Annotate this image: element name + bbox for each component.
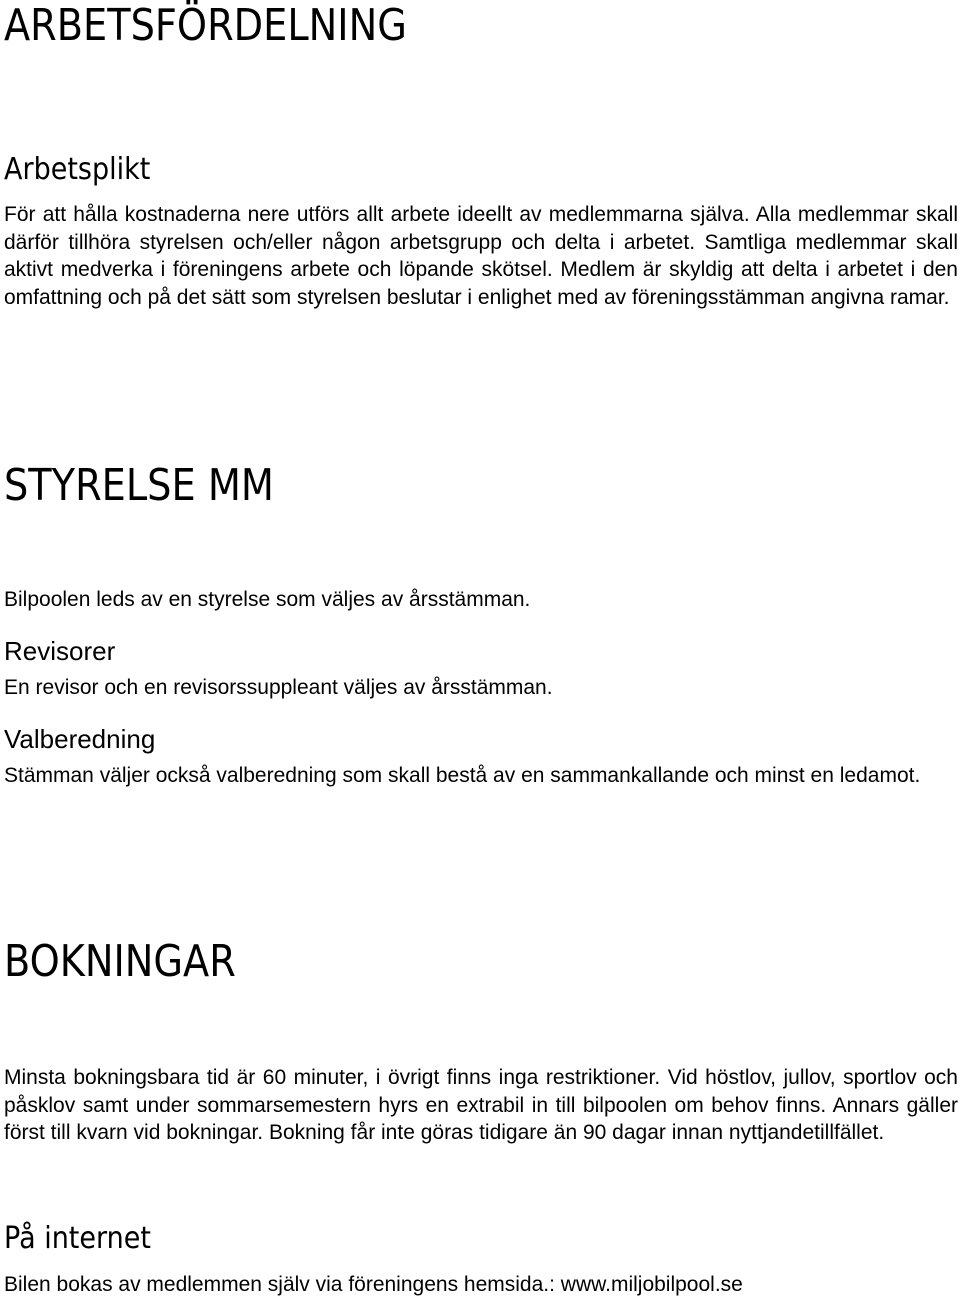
heading-valberedning: Valberedning — [4, 724, 156, 754]
paragraph-internet: Bilen bokas av medlemmen själv via föreningens hemsida.: www.miljobilpool.se — [4, 1273, 743, 1296]
heading-arbetsfordelning: ARBETSFÖRDELNING — [4, 0, 407, 51]
heading-styrelse: STYRELSE MM — [4, 460, 274, 511]
heading-arbetsplikt: Arbetsplikt — [4, 152, 151, 187]
heading-revisorer: Revisorer — [4, 636, 116, 666]
paragraph-arbetsplikt: För att hålla kostnaderna nere utförs allt arbete ideellt av medlemmarna själva. Alla medlemmar skall därför tillhöra styrelsen och/eller någon arbetsgrupp och delta i arbetet. Samtliga medlemmar skall aktivt medverka i föreningens arbete och löpande skötsel. Medlem är skyldig att delta i arbetet i den omfattning och på det sätt som styrelsen beslutar i enlighet med av föreningsstämman angivna ramar. — [4, 203, 958, 310]
paragraph-valberedning: Stämman väljer också valberedning som skall bestå av en sammankallande och minst en ledamot. — [4, 764, 921, 787]
paragraph-bokningar: Minsta bokningsbara tid är 60 minuter, i övrigt finns inga restriktioner. Vid höstlov, jullov, sportlov och påsklov samt under sommarsemestern hyrs en extrabil in till bilpoolen om behov finns. Annars gäller först till kvarn vid bokningar. Bokning får inte göras tidigare än 90 dagar innan nyttjandetillfället. — [4, 1066, 958, 1145]
paragraph-styrelse: Bilpoolen leds av en styrelse som väljes av årsstämman. — [4, 588, 531, 611]
heading-bokningar: BOKNINGAR — [4, 936, 236, 987]
heading-internet: På internet — [4, 1221, 151, 1256]
paragraph-revisorer: En revisor och en revisorssuppleant väljes av årsstämman. — [4, 676, 553, 699]
